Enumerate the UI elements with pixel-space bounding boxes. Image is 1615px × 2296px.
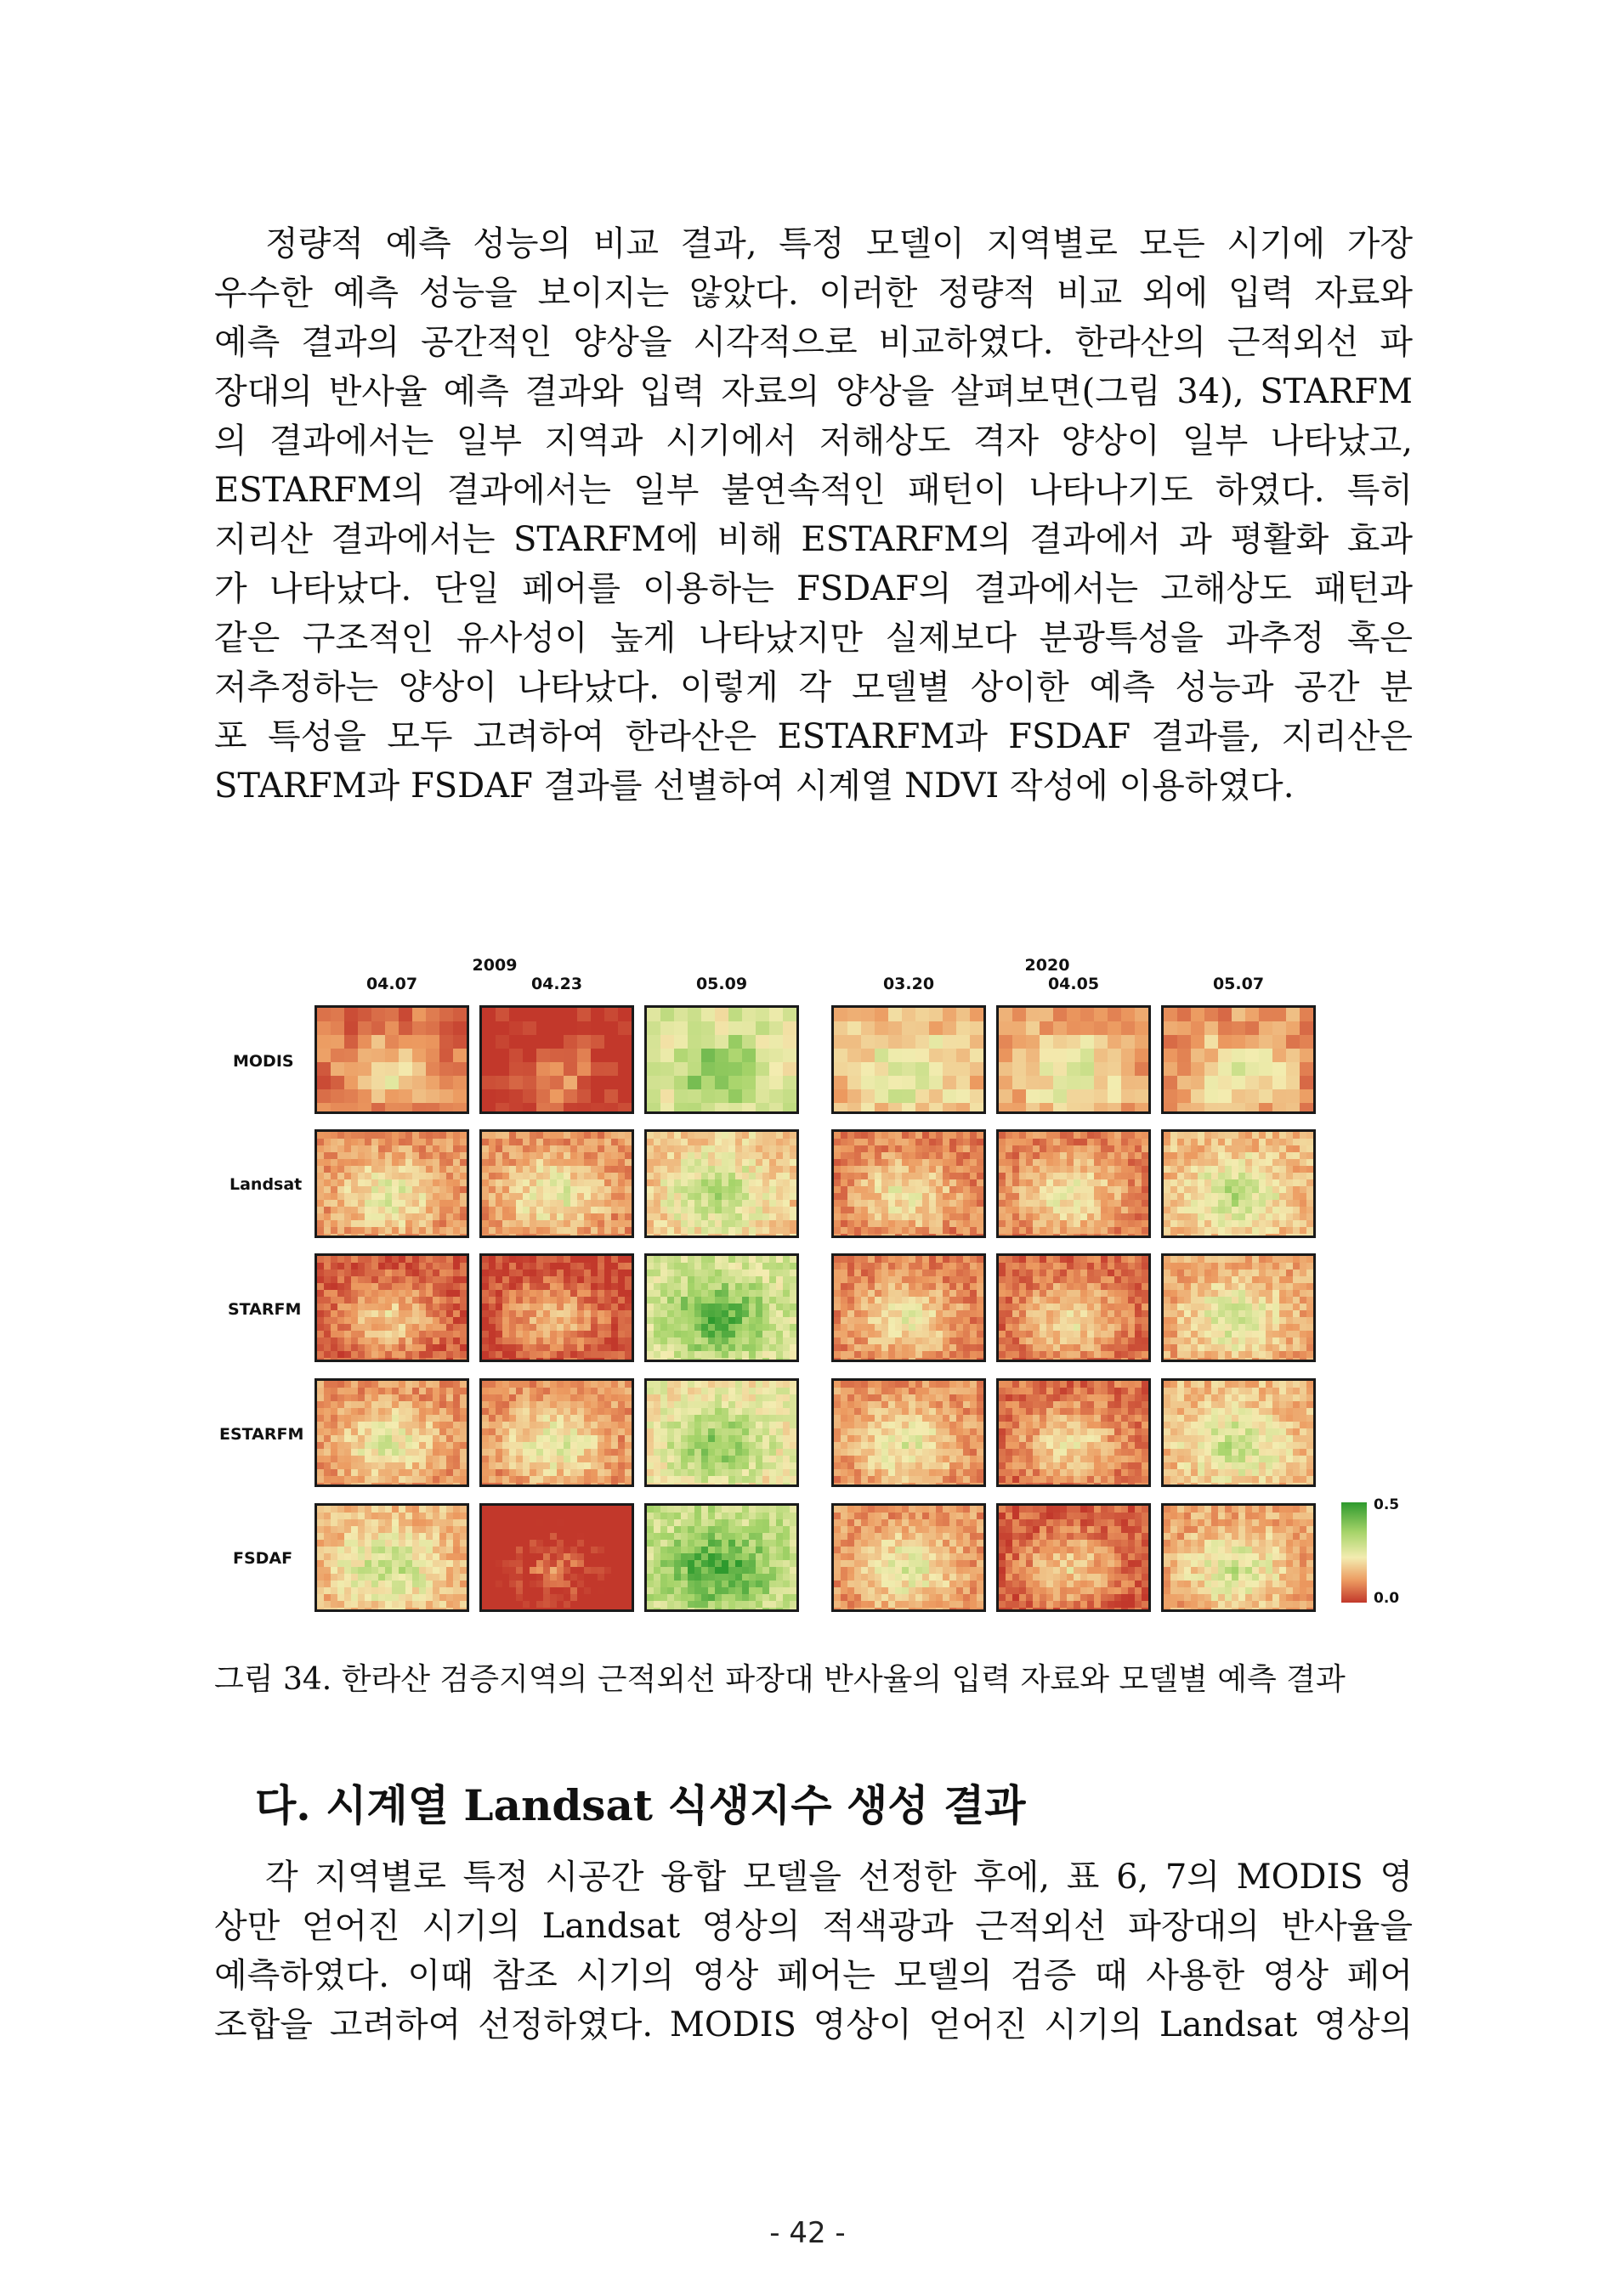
figure-caption: 그림 34. 한라산 검증지역의 근적외선 파장대 반사율의 입력 자료와 모델별 예측 결과 [214,1662,1346,1697]
map-tile [314,1005,469,1114]
map-tile [996,1129,1151,1238]
text-line: 각 지역별로 특정 시공간 융합 모델을 선정한 후에, 표 6, 7의 MODIS 영 [265,1858,1413,1897]
section-heading: 다. 시계열 Landsat 식생지수 생성 결과 [255,1780,1026,1830]
year-label-2020: 2020 [1024,956,1070,975]
page-number: - 42 - [769,2216,846,2250]
text-line: 의 결과에서는 일부 지역과 시기에서 저해상도 격자 양상이 일부 나타났고, [214,421,1413,461]
row-label-estarfm: ESTARFM [219,1425,304,1444]
date-label: 05.09 [695,975,748,993]
date-label: 04.07 [366,975,418,993]
map-tile [644,1005,799,1114]
map-tile [996,1503,1151,1612]
text-line: 예측하였다. 이때 참조 시기의 영상 페어는 모델의 검증 때 사용한 영상 페어 [214,1956,1413,1995]
map-tile [1161,1253,1316,1362]
colorbar-min-label: 0.0 [1374,1590,1400,1607]
text-line: 정량적 예측 성능의 비교 결과, 특정 모델이 지역별로 모든 시기에 가장 [265,224,1413,263]
map-tile [314,1503,469,1612]
row-label-fsdaf: FSDAF [233,1549,293,1568]
date-label: 03.20 [882,975,935,993]
figure-reflectance-grid [214,956,1421,1627]
text-line: 가 나타났다. 단일 페어를 이용하는 FSDAF의 결과에서는 고해상도 패턴과 [214,569,1413,608]
row-label-landsat: Landsat [230,1175,303,1194]
body-paragraph-1 [214,219,1413,811]
map-tile [479,1253,634,1362]
date-label: 05.07 [1212,975,1265,993]
row-label-modis: MODIS [233,1052,294,1071]
map-tile [996,1253,1151,1362]
map-tile [314,1253,469,1362]
text-line: 같은 구조적인 유사성이 높게 나타났지만 실제보다 분광특성을 과추정 혹은 [214,619,1413,658]
date-label: 04.23 [530,975,583,993]
row-label-starfm: STARFM [228,1300,302,1319]
map-tile [644,1129,799,1238]
year-label-2009: 2009 [472,956,518,975]
map-tile [314,1378,469,1487]
map-tile [831,1503,986,1612]
map-tile [1161,1129,1316,1238]
map-tile [831,1378,986,1487]
map-tile [1161,1378,1316,1487]
map-tile [996,1378,1151,1487]
text-line: 지리산 결과에서는 STARFM에 비해 ESTARFM의 결과에서 과 평활화 효과 [214,520,1413,559]
map-tile [314,1129,469,1238]
body-paragraph-2 [214,1852,1413,2050]
text-line: 포 특성을 모두 고려하여 한라산은 ESTARFM과 FSDAF 결과를, 지리산은 [214,717,1413,756]
map-tile [831,1129,986,1238]
text-line: 예측 결과의 공간적인 양상을 시각적으로 비교하였다. 한라산의 근적외선 파 [214,323,1413,362]
text-line: 저추정하는 양상이 나타났다. 이렇게 각 모델별 상이한 예측 성능과 공간 분 [214,668,1413,707]
map-tile [1161,1005,1316,1114]
map-tile [479,1129,634,1238]
map-tile [831,1253,986,1362]
text-line: 장대의 반사율 예측 결과와 입력 자료의 양상을 살펴보면(그림 34), STARFM [214,372,1413,411]
text-line: 조합을 고려하여 선정하였다. MODIS 영상이 얻어진 시기의 Landsat 영상의 [214,2005,1413,2044]
text-line: 상만 얻어진 시기의 Landsat 영상의 적색광과 근적외선 파장대의 반사율을 [214,1907,1413,1946]
colorbar-max-label: 0.5 [1374,1496,1400,1513]
text-line: ESTARFM의 결과에서는 일부 불연속적인 패턴이 나타나기도 하였다. 특히 [214,471,1413,510]
text-line: 우수한 예측 성능을 보이지는 않았다. 이러한 정량적 비교 외에 입력 자료와 [214,274,1413,313]
map-tile [479,1005,634,1114]
text-line: STARFM과 FSDAF 결과를 선별하여 시계열 NDVI 작성에 이용하였다. [214,766,1295,806]
map-tile [479,1378,634,1487]
map-tile [644,1253,799,1362]
map-tile [644,1503,799,1612]
map-tile [996,1005,1151,1114]
map-tile [831,1005,986,1114]
map-tile [1161,1503,1316,1612]
map-tile [644,1378,799,1487]
map-tile [479,1503,634,1612]
date-label: 04.05 [1047,975,1100,993]
colorbar [1341,1502,1367,1603]
